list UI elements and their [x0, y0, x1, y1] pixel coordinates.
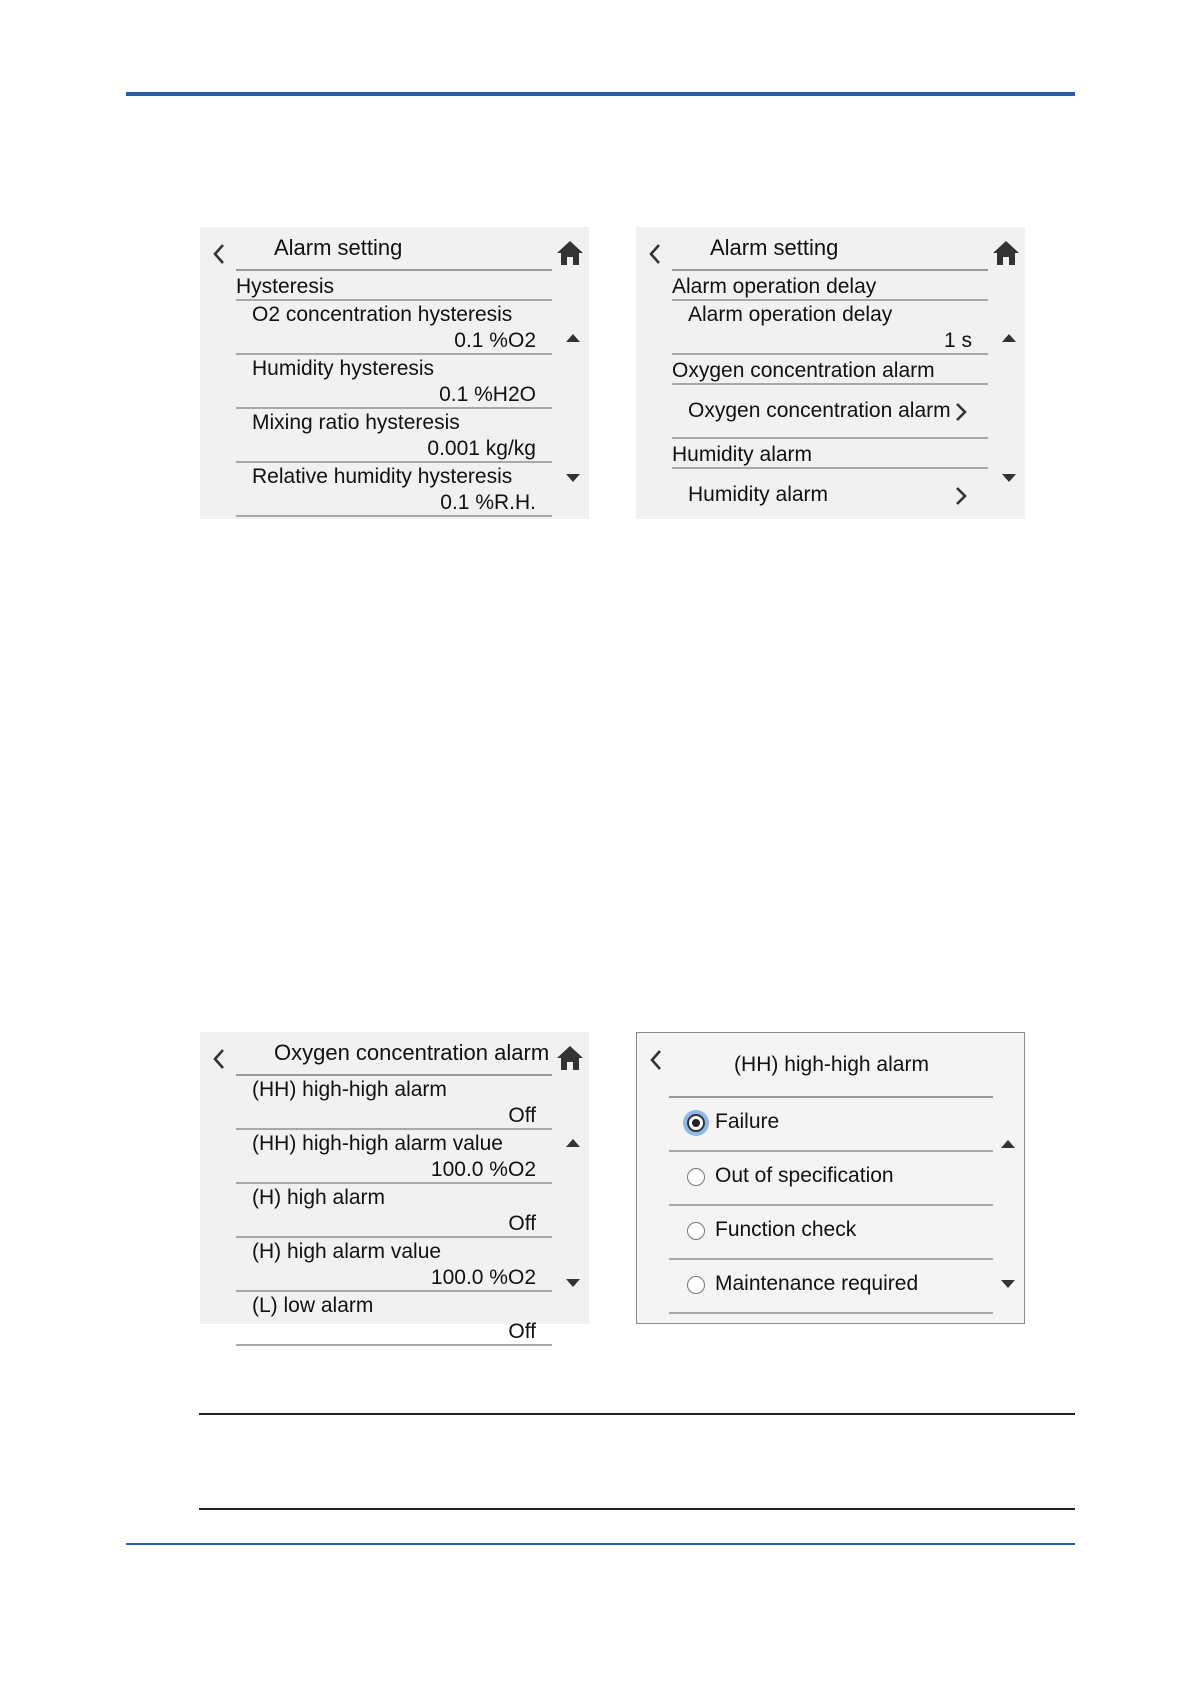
radio-unselected-icon [687, 1168, 705, 1186]
section-label: Hysteresis [236, 275, 335, 298]
screen-title: Oxygen concentration alarm [274, 1040, 550, 1065]
screen-title: Alarm setting [274, 235, 403, 260]
list-item[interactable] [236, 1076, 552, 1130]
list-item[interactable] [236, 301, 552, 355]
back-arrow-icon[interactable] [644, 239, 666, 269]
option-label: Maintenance required [715, 1272, 919, 1295]
radio-group [669, 1098, 993, 1314]
list-item[interactable] [236, 409, 552, 463]
panel-alarm-setting-hysteresis [200, 227, 589, 519]
scroll-down-icon[interactable] [565, 1278, 581, 1288]
item-value: Off [508, 1212, 536, 1235]
submenu-item[interactable] [672, 469, 988, 523]
item-label: (HH) high-high alarm [252, 1078, 447, 1101]
item-value: Off [508, 1320, 536, 1343]
item-label: (L) low alarm [252, 1294, 374, 1317]
section-label: Alarm operation delay [672, 275, 877, 298]
option-label: Function check [715, 1218, 857, 1241]
settings-list [236, 271, 552, 517]
chevron-right-icon [954, 401, 968, 423]
home-icon[interactable] [555, 1044, 585, 1072]
item-value: Off [508, 1104, 536, 1127]
item-label: (HH) high-high alarm value [252, 1132, 503, 1155]
list-item[interactable] [672, 301, 988, 355]
scroll-down-icon[interactable] [1000, 1279, 1016, 1289]
item-value: 0.1 %O2 [454, 329, 536, 352]
list-item[interactable] [236, 1184, 552, 1238]
item-label: O2 concentration hysteresis [252, 303, 513, 326]
radio-option-function-check[interactable] [669, 1206, 993, 1260]
scroll-up-icon[interactable] [565, 1138, 581, 1148]
radio-unselected-icon [687, 1276, 705, 1294]
panel-alarm-setting-delay [636, 227, 1025, 519]
option-label: Out of specification [715, 1164, 894, 1187]
section-label: Oxygen concentration alarm [672, 359, 935, 382]
item-value: 0.1 %R.H. [440, 491, 536, 514]
radio-selected-icon [687, 1114, 705, 1132]
back-arrow-icon[interactable] [208, 239, 230, 269]
item-label: Mixing ratio hysteresis [252, 411, 460, 434]
item-label: Oxygen concentration alarm [688, 399, 951, 422]
radio-option-failure[interactable] [669, 1098, 993, 1152]
scroll-up-icon[interactable] [1000, 1139, 1016, 1149]
submenu-item[interactable] [672, 385, 988, 439]
list-item[interactable] [236, 1292, 552, 1346]
screen-title: Alarm setting [710, 235, 839, 260]
back-arrow-icon[interactable] [208, 1044, 230, 1074]
scroll-down-icon[interactable] [565, 473, 581, 483]
item-value: 0.001 kg/kg [427, 437, 536, 460]
footer-rule [126, 1543, 1075, 1545]
section-label: Humidity alarm [672, 443, 813, 466]
note-bottom-rule [199, 1508, 1075, 1510]
screen-title: (HH) high-high alarm [734, 1053, 929, 1076]
item-label: Relative humidity hysteresis [252, 465, 513, 488]
panel-hh-alarm-selection [636, 1032, 1025, 1324]
item-value: 100.0 %O2 [430, 1266, 536, 1289]
note-top-rule [199, 1413, 1075, 1415]
radio-option-out-of-specification[interactable] [669, 1152, 993, 1206]
item-value: 1 s [943, 329, 972, 352]
section-header [236, 271, 552, 301]
list-item[interactable] [236, 1130, 552, 1184]
home-icon[interactable] [991, 239, 1021, 267]
section-header [672, 271, 988, 301]
list-item[interactable] [236, 463, 552, 517]
item-value: 0.1 %H2O [439, 383, 536, 406]
settings-list [672, 271, 988, 523]
item-label: (H) high alarm [252, 1186, 386, 1209]
list-item[interactable] [236, 1238, 552, 1292]
item-label: Humidity hysteresis [252, 357, 435, 380]
section-header [672, 439, 988, 469]
home-icon[interactable] [555, 239, 585, 267]
item-value: 100.0 %O2 [430, 1158, 536, 1181]
scroll-up-icon[interactable] [1001, 333, 1017, 343]
scroll-up-icon[interactable] [565, 333, 581, 343]
option-label: Failure [715, 1110, 780, 1133]
item-label: (H) high alarm value [252, 1240, 442, 1263]
radio-option-maintenance-required[interactable] [669, 1260, 993, 1314]
panel-oxygen-concentration-alarm [200, 1032, 589, 1343]
list-item[interactable] [236, 355, 552, 409]
chevron-right-icon [954, 485, 968, 507]
item-label: Alarm operation delay [688, 303, 893, 326]
section-header [672, 355, 988, 385]
settings-list [236, 1076, 552, 1346]
header-rule [126, 92, 1075, 96]
scroll-down-icon[interactable] [1001, 473, 1017, 483]
item-label: Humidity alarm [688, 483, 829, 506]
radio-unselected-icon [687, 1222, 705, 1240]
